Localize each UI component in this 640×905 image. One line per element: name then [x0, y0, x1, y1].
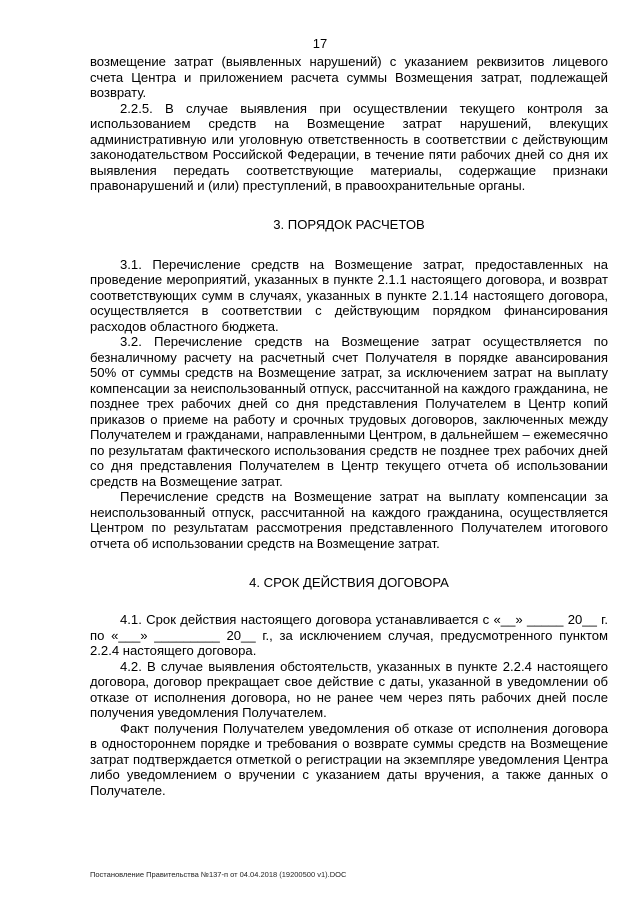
section-4-heading: 4. СРОК ДЕЙСТВИЯ ДОГОВОРА: [249, 575, 449, 590]
paragraph-4-2: 4.2. В случае выявления обстоятельств, указанных в пункте 2.2.4 настоящего договора, договор прекращает свое действие с даты, указанной в уведомлении об отказе от исполнения договора, но не ранее чем через пять рабочих дней после получения уведомления Получателем.: [90, 658, 608, 720]
paragraph-2-2-5: 2.2.5. В случае выявления при осуществлении текущего контроля за использованием средств на Возмещение затрат нарушений, влекущих административную или уголовную ответственность в соответствии с действующим законодательством Российской Федерации, в течение пяти рабочих дней со дня их выявления передать соответствующие материалы, содержащие признаки правонарушений и (или) преступлений, в правоохранительные органы.: [90, 100, 608, 193]
document-body: [90, 54, 608, 798]
paragraph-3-1: 3.1. Перечисление средств на Возмещение затрат, предоставленных на проведение мероприятий, указанных в пункте 2.1.1 настоящего договора, и возврат соответствующих сумм в случаях, указанных в пункте 2.1.14 настоящего договора, осуществляется в соответствии с действующим порядком финансирования расходов областного бюджета.: [90, 256, 608, 334]
paragraph-3-2-continued: Перечисление средств на Возмещение затрат на выплату компенсации за неиспользованный отпуск, рассчитанной на каждого гражданина, осуществляется Центром по результатам рассмотрения представленного Получателем итогового отчета об использовании средств на Возмещение затрат.: [90, 489, 608, 551]
paragraph-4-2-continued: Факт получения Получателем уведомления об отказе от исполнения договора в одностороннем порядке и требования о возврате суммы средств на Возмещение затрат подтверждается отметкой о регистрации на экземпляре уведомления Центра либо уведомлением о вручении с указанием даты вручения, а также данных о Получателе.: [90, 720, 608, 798]
paragraph-4-1: 4.1. Срок действия настоящего договора устанавливается с «__» _____ 20__ г. по «___» _________ 20__ г., за исключением случая, предусмотренного пунктом 2.2.4 настоящего договора.: [90, 612, 608, 658]
document-footer: Постановление Правительства №137-п от 04.04.2018 (19200500 v1).DOC: [90, 870, 347, 879]
paragraph-2-2-4-end: возмещение затрат (выявленных нарушений) с указанием реквизитов лицевого счета Центра и приложением расчета суммы Возмещения затрат, подлежащей возврату.: [90, 54, 608, 100]
section-3-heading: 3. ПОРЯДОК РАСЧЕТОВ: [273, 216, 425, 232]
page-number: 17: [312, 36, 328, 51]
paragraph-3-2: 3.2. Перечисление средств на Возмещение затрат осуществляется по безналичному расчету на расчетный счет Получателя в порядке авансирования 50% от суммы средств на Возмещение затрат, за исключением затрат на выплату компенсации за неиспользованный отпуск, рассчитанной на каждого гражданина, не позднее трех рабочих дней со дня представления Получателем в Центр копий приказов о приеме на работу и срочных трудовых договоров, заключенных между Получателем и гражданами, направленными Центром, в дальнейшем – ежемесячно по результатам фактического использования средств не позднее трех рабочих дней со дня представления Получателем в Центр текущего отчета об использовании средств на Возмещение затрат.: [90, 334, 608, 489]
